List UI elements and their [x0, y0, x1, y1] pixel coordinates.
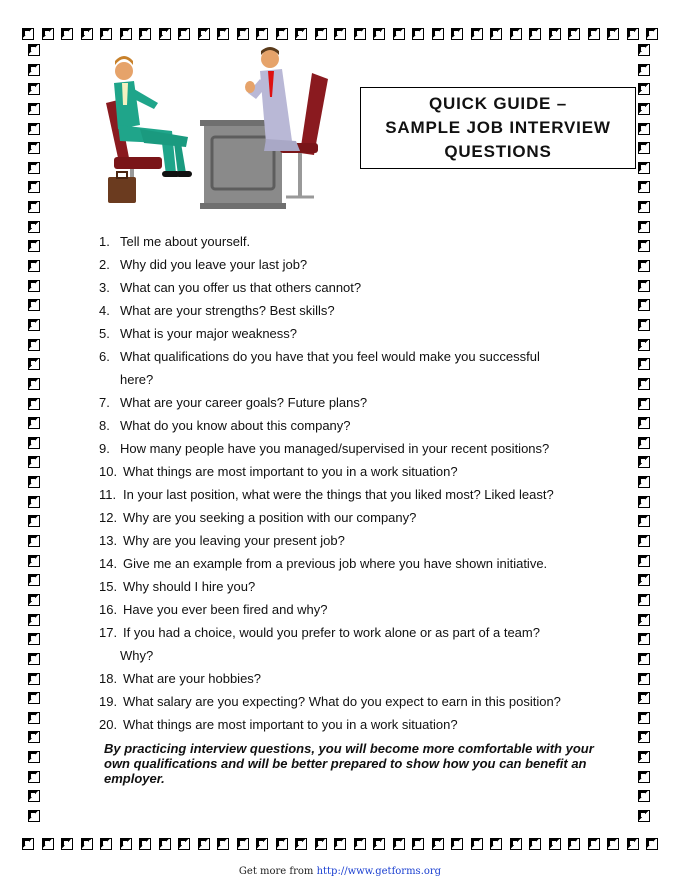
border-tile: [28, 653, 40, 665]
border-tile: [159, 28, 171, 40]
border-tile: [28, 280, 40, 292]
question-item: [99, 510, 416, 526]
border-tile: [638, 103, 650, 115]
border-tile: [638, 123, 650, 135]
border-tile: [638, 44, 650, 56]
border-tile: [28, 339, 40, 351]
question-continuation: Why?: [120, 648, 154, 663]
border-tile: [28, 456, 40, 468]
border-tile: [81, 28, 93, 40]
border-tile: [638, 614, 650, 626]
border-tile: [638, 398, 650, 410]
border-tile: [568, 28, 580, 40]
border-tile: [237, 28, 249, 40]
question-text: What salary are you expecting? What do you expect to earn in this position?: [123, 694, 561, 709]
question-number: 11.: [99, 487, 117, 502]
question-item: [99, 717, 458, 733]
question-number: 14.: [99, 556, 118, 571]
border-tile: [217, 838, 229, 850]
border-tile: [638, 515, 650, 527]
border-tile: [432, 28, 444, 40]
border-tile: [22, 28, 34, 40]
border-tile: [217, 28, 229, 40]
border-left: [28, 44, 42, 822]
question-text: Give me an example from a previous job where you have shown initiative.: [123, 556, 548, 571]
question-item: [99, 418, 351, 434]
border-tile: [28, 221, 40, 233]
border-tile: [276, 838, 288, 850]
border-tile: [549, 838, 561, 850]
question-number: 6.: [99, 349, 110, 364]
border-tile: [237, 838, 249, 850]
question-text: What are your career goals? Future plans?: [120, 395, 368, 410]
border-tile: [28, 64, 40, 76]
border-tile: [28, 692, 40, 704]
border-tile: [28, 358, 40, 370]
border-tile: [638, 378, 650, 390]
title-line-1: QUICK GUIDE –: [429, 94, 567, 113]
border-tile: [42, 838, 54, 850]
border-tile: [28, 417, 40, 429]
border-tile: [638, 201, 650, 213]
border-tile: [638, 162, 650, 174]
border-tile: [28, 299, 40, 311]
question-text: What are your hobbies?: [123, 671, 262, 686]
border-tile: [638, 64, 650, 76]
border-tile: [28, 142, 40, 154]
border-tile: [373, 838, 385, 850]
border-tile: [28, 673, 40, 685]
border-tile: [638, 299, 650, 311]
border-tile: [638, 358, 650, 370]
border-tile: [28, 790, 40, 802]
border-tile: [638, 142, 650, 154]
border-tile: [393, 838, 405, 850]
border-tile: [315, 28, 327, 40]
footer: [0, 866, 680, 877]
border-tile: [159, 838, 171, 850]
border-tile: [178, 838, 190, 850]
question-text: What can you offer us that others cannot?: [120, 280, 362, 295]
question-number: 1.: [99, 234, 110, 249]
border-tile: [28, 712, 40, 724]
border-tile: [638, 712, 650, 724]
border-tile: [588, 28, 600, 40]
question-item: [99, 303, 335, 319]
border-tile: [638, 260, 650, 272]
border-tile: [607, 28, 619, 40]
question-text: Why are you leaving your present job?: [123, 533, 345, 548]
question-item: [99, 487, 554, 503]
border-tile: [638, 319, 650, 331]
question-number: 13.: [99, 533, 118, 548]
question-number: 8.: [99, 418, 110, 433]
border-tile: [61, 838, 73, 850]
border-tile: [28, 123, 40, 135]
question-number: 18.: [99, 671, 118, 686]
border-tile: [354, 838, 366, 850]
footer-text: Get more from: [238, 866, 317, 877]
question-number: 3.: [99, 280, 110, 295]
border-tile: [28, 44, 40, 56]
border-tile: [28, 83, 40, 95]
border-tile: [256, 28, 268, 40]
question-text: What things are most important to you in a work situation?: [123, 464, 458, 479]
question-number: 4.: [99, 303, 110, 318]
border-tile: [638, 692, 650, 704]
question-item: [99, 533, 345, 549]
border-tile: [393, 28, 405, 40]
border-tile: [627, 838, 639, 850]
border-tile: [638, 555, 650, 567]
question-text: Why are you seeking a position with our company?: [123, 510, 417, 525]
border-tile: [28, 103, 40, 115]
question-text: What do you know about this company?: [120, 418, 351, 433]
border-tile: [28, 181, 40, 193]
border-tile: [412, 838, 424, 850]
border-tile: [638, 790, 650, 802]
border-tile: [510, 28, 522, 40]
border-tile: [638, 751, 650, 763]
title-box: [360, 87, 636, 169]
border-tile: [638, 496, 650, 508]
border-tile: [28, 162, 40, 174]
question-text: Tell me about yourself.: [120, 234, 251, 249]
border-tile: [28, 319, 40, 331]
interview-illustration: [100, 45, 335, 213]
question-item: [99, 556, 547, 572]
border-tile: [139, 838, 151, 850]
question-item: [99, 234, 250, 250]
border-tile: [295, 28, 307, 40]
border-tile: [490, 838, 502, 850]
question-text: Why did you leave your last job?: [120, 257, 308, 272]
question-number: 19.: [99, 694, 118, 709]
border-tile: [334, 28, 346, 40]
border-tile: [120, 28, 132, 40]
border-tile: [198, 838, 210, 850]
border-tile: [178, 28, 190, 40]
border-tile: [28, 398, 40, 410]
border-tile: [627, 28, 639, 40]
border-top: [22, 28, 658, 42]
question-item: [99, 464, 458, 480]
border-tile: [638, 339, 650, 351]
question-number: 12.: [99, 510, 118, 525]
border-tile: [295, 838, 307, 850]
border-tile: [638, 673, 650, 685]
question-number: 2.: [99, 257, 110, 272]
question-text: What are your strengths? Best skills?: [120, 303, 335, 318]
border-tile: [638, 456, 650, 468]
closing-paragraph: By practicing interview questions, you will become more comfortable with your own qualifications and will be better prepared to show how you can benefit an employer.: [104, 741, 594, 786]
border-tile: [638, 417, 650, 429]
border-tile: [646, 838, 658, 850]
border-tile: [28, 535, 40, 547]
question-item: [99, 395, 367, 411]
border-tile: [638, 731, 650, 743]
border-tile: [28, 378, 40, 390]
border-tile: [120, 838, 132, 850]
border-right: [638, 44, 652, 822]
title-line-2: SAMPLE JOB INTERVIEW: [385, 118, 611, 137]
border-tile: [28, 476, 40, 488]
question-item: [99, 579, 255, 595]
border-tile: [315, 838, 327, 850]
border-tile: [28, 751, 40, 763]
border-tile: [28, 771, 40, 783]
border-tile: [568, 838, 580, 850]
border-tile: [28, 496, 40, 508]
border-tile: [638, 280, 650, 292]
footer-link[interactable]: http://www.getforms.org: [316, 866, 442, 877]
border-tile: [28, 437, 40, 449]
question-item: [99, 257, 307, 273]
border-tile: [607, 838, 619, 850]
border-tile: [28, 240, 40, 252]
border-tile: [638, 535, 650, 547]
border-tile: [334, 838, 346, 850]
border-tile: [529, 838, 541, 850]
question-number: 7.: [99, 395, 110, 410]
border-tile: [638, 810, 650, 822]
border-tile: [646, 28, 658, 40]
border-tile: [638, 83, 650, 95]
border-tile: [638, 771, 650, 783]
border-tile: [638, 437, 650, 449]
question-text: What things are most important to you in a work situation?: [123, 717, 458, 732]
border-tile: [276, 28, 288, 40]
question-number: 15.: [99, 579, 118, 594]
border-tile: [451, 28, 463, 40]
border-tile: [412, 28, 424, 40]
border-tile: [28, 810, 40, 822]
border-tile: [81, 838, 93, 850]
border-tile: [451, 838, 463, 850]
border-tile: [638, 240, 650, 252]
border-tile: [28, 260, 40, 272]
border-tile: [139, 28, 151, 40]
question-number: 10.: [99, 464, 118, 479]
question-item: [99, 441, 549, 457]
border-tile: [100, 28, 112, 40]
border-tile: [638, 221, 650, 233]
border-tile: [28, 574, 40, 586]
question-item: [99, 671, 261, 687]
border-tile: [638, 653, 650, 665]
border-tile: [471, 838, 483, 850]
border-bottom: [22, 838, 658, 852]
question-number: 17.: [99, 625, 118, 640]
question-text: In your last position, what were the things that you liked most? Liked least?: [123, 487, 554, 502]
border-tile: [471, 28, 483, 40]
border-tile: [638, 476, 650, 488]
question-item: [99, 625, 540, 641]
border-tile: [61, 28, 73, 40]
question-text: What qualifications do you have that you feel would make you successful: [120, 349, 540, 364]
question-number: 16.: [99, 602, 118, 617]
question-item: [99, 349, 540, 365]
border-tile: [28, 731, 40, 743]
border-tile: [588, 838, 600, 850]
border-tile: [42, 28, 54, 40]
question-text: Why should I hire you?: [123, 579, 256, 594]
border-tile: [256, 838, 268, 850]
question-continuation: here?: [120, 372, 154, 387]
border-tile: [354, 28, 366, 40]
border-tile: [28, 594, 40, 606]
border-tile: [529, 28, 541, 40]
border-tile: [638, 574, 650, 586]
border-tile: [28, 515, 40, 527]
border-tile: [638, 594, 650, 606]
question-number: 9.: [99, 441, 110, 456]
question-text: Have you ever been fired and why?: [123, 602, 328, 617]
border-tile: [100, 838, 112, 850]
border-tile: [28, 201, 40, 213]
border-tile: [510, 838, 522, 850]
question-item: [99, 280, 361, 296]
question-text: If you had a choice, would you prefer to work alone or as part of a team?: [123, 625, 540, 640]
border-tile: [28, 614, 40, 626]
question-item: [99, 694, 561, 710]
title-line-3: QUESTIONS: [444, 142, 552, 161]
question-text: How many people have you managed/supervised in your recent positions?: [120, 441, 550, 456]
question-item: [99, 602, 328, 618]
border-tile: [549, 28, 561, 40]
border-tile: [28, 633, 40, 645]
border-tile: [198, 28, 210, 40]
question-number: 20.: [99, 717, 118, 732]
border-tile: [638, 181, 650, 193]
question-text: What is your major weakness?: [120, 326, 298, 341]
border-tile: [373, 28, 385, 40]
question-item: [99, 326, 297, 342]
border-tile: [432, 838, 444, 850]
border-tile: [490, 28, 502, 40]
border-tile: [28, 555, 40, 567]
question-number: 5.: [99, 326, 110, 341]
border-tile: [22, 838, 34, 850]
border-tile: [638, 633, 650, 645]
